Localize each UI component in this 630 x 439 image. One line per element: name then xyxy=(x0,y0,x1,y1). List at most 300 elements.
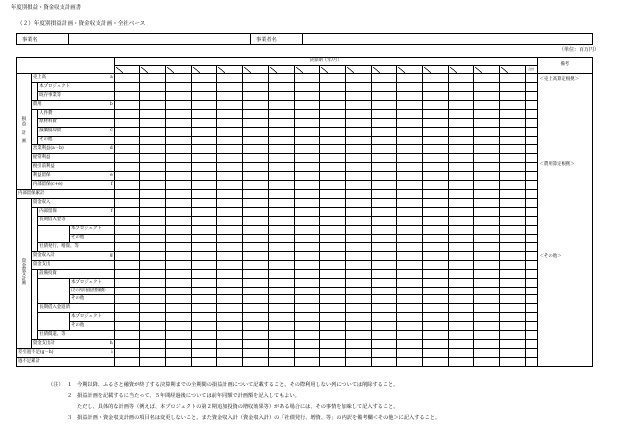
data-cell[interactable] xyxy=(422,322,448,331)
data-cell[interactable] xyxy=(397,234,423,243)
data-cell[interactable] xyxy=(114,100,140,109)
data-cell[interactable] xyxy=(320,189,346,198)
data-cell[interactable] xyxy=(191,83,217,92)
data-cell[interactable] xyxy=(474,348,500,357)
data-cell[interactable] xyxy=(243,154,269,163)
data-cell[interactable] xyxy=(474,252,500,261)
data-cell[interactable] xyxy=(268,74,294,83)
data-cell[interactable] xyxy=(422,74,448,83)
data-cell[interactable] xyxy=(114,198,140,207)
data-cell[interactable] xyxy=(191,348,217,357)
data-cell[interactable] xyxy=(166,252,192,261)
data-cell[interactable] xyxy=(474,322,500,331)
data-cell[interactable] xyxy=(114,331,140,340)
data-cell[interactable] xyxy=(166,313,192,322)
data-cell[interactable] xyxy=(140,287,166,294)
data-cell[interactable] xyxy=(320,118,346,127)
data-cell[interactable] xyxy=(448,295,474,304)
data-cell[interactable] xyxy=(114,136,140,145)
data-cell[interactable] xyxy=(114,348,140,357)
total-cell[interactable] xyxy=(525,172,537,181)
data-cell[interactable] xyxy=(448,234,474,243)
data-cell[interactable] xyxy=(243,304,269,313)
data-cell[interactable] xyxy=(166,225,192,234)
data-cell[interactable] xyxy=(422,198,448,207)
total-cell[interactable] xyxy=(525,181,537,190)
data-cell[interactable] xyxy=(217,74,243,83)
period-header-cell[interactable] xyxy=(345,66,371,74)
data-cell[interactable] xyxy=(474,100,500,109)
data-cell[interactable] xyxy=(422,172,448,181)
data-cell[interactable] xyxy=(114,74,140,83)
data-cell[interactable] xyxy=(166,83,192,92)
data-cell[interactable] xyxy=(448,198,474,207)
data-cell[interactable] xyxy=(371,172,397,181)
data-cell[interactable] xyxy=(448,136,474,145)
data-cell[interactable] xyxy=(345,136,371,145)
data-cell[interactable] xyxy=(191,322,217,331)
data-cell[interactable] xyxy=(345,287,371,294)
data-cell[interactable] xyxy=(268,270,294,279)
data-cell[interactable] xyxy=(140,100,166,109)
data-cell[interactable] xyxy=(166,243,192,252)
data-cell[interactable] xyxy=(500,163,526,172)
data-cell[interactable] xyxy=(217,252,243,261)
data-cell[interactable] xyxy=(294,83,320,92)
data-cell[interactable] xyxy=(140,261,166,270)
data-cell[interactable] xyxy=(320,145,346,154)
data-cell[interactable] xyxy=(500,198,526,207)
data-cell[interactable] xyxy=(371,118,397,127)
data-cell[interactable] xyxy=(191,279,217,288)
data-cell[interactable] xyxy=(166,279,192,288)
total-cell[interactable] xyxy=(525,243,537,252)
data-cell[interactable] xyxy=(474,92,500,101)
data-cell[interactable] xyxy=(166,295,192,304)
data-cell[interactable] xyxy=(345,83,371,92)
data-cell[interactable] xyxy=(166,154,192,163)
data-cell[interactable] xyxy=(191,198,217,207)
data-cell[interactable] xyxy=(217,163,243,172)
data-cell[interactable] xyxy=(422,181,448,190)
data-cell[interactable] xyxy=(140,154,166,163)
data-cell[interactable] xyxy=(397,109,423,118)
data-cell[interactable] xyxy=(371,304,397,313)
data-cell[interactable] xyxy=(140,127,166,136)
data-cell[interactable] xyxy=(500,216,526,225)
total-cell[interactable] xyxy=(525,295,537,304)
data-cell[interactable] xyxy=(166,100,192,109)
data-cell[interactable] xyxy=(217,234,243,243)
data-cell[interactable] xyxy=(294,74,320,83)
data-cell[interactable] xyxy=(448,100,474,109)
data-cell[interactable] xyxy=(474,207,500,216)
period-header-cell[interactable] xyxy=(243,66,269,74)
period-header-cell[interactable] xyxy=(422,66,448,74)
data-cell[interactable] xyxy=(320,109,346,118)
data-cell[interactable] xyxy=(294,118,320,127)
data-cell[interactable] xyxy=(140,145,166,154)
data-cell[interactable] xyxy=(191,216,217,225)
data-cell[interactable] xyxy=(294,357,320,366)
data-cell[interactable] xyxy=(474,234,500,243)
data-cell[interactable] xyxy=(422,145,448,154)
data-cell[interactable] xyxy=(397,304,423,313)
data-cell[interactable] xyxy=(243,198,269,207)
data-cell[interactable] xyxy=(397,127,423,136)
data-cell[interactable] xyxy=(371,198,397,207)
data-cell[interactable] xyxy=(114,243,140,252)
data-cell[interactable] xyxy=(166,189,192,198)
data-cell[interactable] xyxy=(217,270,243,279)
data-cell[interactable] xyxy=(166,261,192,270)
data-cell[interactable] xyxy=(114,207,140,216)
data-cell[interactable] xyxy=(371,181,397,190)
data-cell[interactable] xyxy=(166,304,192,313)
data-cell[interactable] xyxy=(397,216,423,225)
data-cell[interactable] xyxy=(268,127,294,136)
data-cell[interactable] xyxy=(397,100,423,109)
data-cell[interactable] xyxy=(500,234,526,243)
data-cell[interactable] xyxy=(191,313,217,322)
data-cell[interactable] xyxy=(500,100,526,109)
data-cell[interactable] xyxy=(422,348,448,357)
data-cell[interactable] xyxy=(166,357,192,366)
data-cell[interactable] xyxy=(448,172,474,181)
data-cell[interactable] xyxy=(500,322,526,331)
data-cell[interactable] xyxy=(345,118,371,127)
total-cell[interactable] xyxy=(525,118,537,127)
data-cell[interactable] xyxy=(422,154,448,163)
data-cell[interactable] xyxy=(474,339,500,348)
data-cell[interactable] xyxy=(474,127,500,136)
data-cell[interactable] xyxy=(114,357,140,366)
data-cell[interactable] xyxy=(345,357,371,366)
data-cell[interactable] xyxy=(191,287,217,294)
period-header-cell[interactable] xyxy=(268,66,294,74)
data-cell[interactable] xyxy=(474,198,500,207)
data-cell[interactable] xyxy=(500,261,526,270)
period-header-cell[interactable] xyxy=(217,66,243,74)
data-cell[interactable] xyxy=(166,118,192,127)
data-cell[interactable] xyxy=(243,348,269,357)
data-cell[interactable] xyxy=(320,331,346,340)
data-cell[interactable] xyxy=(474,163,500,172)
data-cell[interactable] xyxy=(140,136,166,145)
data-cell[interactable] xyxy=(217,109,243,118)
data-cell[interactable] xyxy=(500,83,526,92)
data-cell[interactable] xyxy=(345,261,371,270)
data-cell[interactable] xyxy=(294,100,320,109)
data-cell[interactable] xyxy=(345,331,371,340)
data-cell[interactable] xyxy=(140,234,166,243)
data-cell[interactable] xyxy=(294,252,320,261)
data-cell[interactable] xyxy=(191,118,217,127)
data-cell[interactable] xyxy=(243,172,269,181)
data-cell[interactable] xyxy=(448,83,474,92)
data-cell[interactable] xyxy=(422,339,448,348)
data-cell[interactable] xyxy=(320,261,346,270)
total-cell[interactable] xyxy=(525,357,537,366)
data-cell[interactable] xyxy=(422,83,448,92)
data-cell[interactable] xyxy=(268,163,294,172)
data-cell[interactable] xyxy=(474,304,500,313)
data-cell[interactable] xyxy=(140,172,166,181)
data-cell[interactable] xyxy=(191,100,217,109)
data-cell[interactable] xyxy=(474,243,500,252)
data-cell[interactable] xyxy=(345,198,371,207)
data-cell[interactable] xyxy=(243,313,269,322)
data-cell[interactable] xyxy=(140,304,166,313)
data-cell[interactable] xyxy=(474,181,500,190)
data-cell[interactable] xyxy=(371,348,397,357)
data-cell[interactable] xyxy=(268,189,294,198)
data-cell[interactable] xyxy=(397,322,423,331)
data-cell[interactable] xyxy=(217,287,243,294)
data-cell[interactable] xyxy=(371,92,397,101)
data-cell[interactable] xyxy=(268,304,294,313)
data-cell[interactable] xyxy=(140,83,166,92)
data-cell[interactable] xyxy=(422,234,448,243)
period-header-cell[interactable] xyxy=(397,66,423,74)
data-cell[interactable] xyxy=(422,92,448,101)
total-cell[interactable] xyxy=(525,339,537,348)
data-cell[interactable] xyxy=(166,331,192,340)
data-cell[interactable] xyxy=(294,339,320,348)
data-cell[interactable] xyxy=(243,189,269,198)
data-cell[interactable] xyxy=(191,145,217,154)
data-cell[interactable] xyxy=(217,313,243,322)
total-cell[interactable] xyxy=(525,216,537,225)
data-cell[interactable] xyxy=(500,136,526,145)
data-cell[interactable] xyxy=(422,163,448,172)
data-cell[interactable] xyxy=(397,83,423,92)
data-cell[interactable] xyxy=(500,295,526,304)
data-cell[interactable] xyxy=(140,322,166,331)
data-cell[interactable] xyxy=(114,181,140,190)
data-cell[interactable] xyxy=(166,198,192,207)
data-cell[interactable] xyxy=(140,348,166,357)
data-cell[interactable] xyxy=(294,234,320,243)
data-cell[interactable] xyxy=(422,136,448,145)
data-cell[interactable] xyxy=(371,270,397,279)
data-cell[interactable] xyxy=(243,322,269,331)
data-cell[interactable] xyxy=(397,252,423,261)
data-cell[interactable] xyxy=(371,109,397,118)
data-cell[interactable] xyxy=(268,109,294,118)
data-cell[interactable] xyxy=(217,339,243,348)
data-cell[interactable] xyxy=(114,216,140,225)
data-cell[interactable] xyxy=(294,322,320,331)
data-cell[interactable] xyxy=(345,243,371,252)
data-cell[interactable] xyxy=(345,234,371,243)
data-cell[interactable] xyxy=(294,198,320,207)
data-cell[interactable] xyxy=(371,243,397,252)
data-cell[interactable] xyxy=(114,295,140,304)
data-cell[interactable] xyxy=(474,216,500,225)
data-cell[interactable] xyxy=(140,270,166,279)
data-cell[interactable] xyxy=(500,189,526,198)
data-cell[interactable] xyxy=(294,136,320,145)
total-cell[interactable] xyxy=(525,154,537,163)
data-cell[interactable] xyxy=(243,234,269,243)
data-cell[interactable] xyxy=(294,304,320,313)
data-cell[interactable] xyxy=(448,348,474,357)
data-cell[interactable] xyxy=(217,172,243,181)
data-cell[interactable] xyxy=(397,331,423,340)
data-cell[interactable] xyxy=(345,270,371,279)
data-cell[interactable] xyxy=(243,357,269,366)
data-cell[interactable] xyxy=(140,279,166,288)
data-cell[interactable] xyxy=(114,145,140,154)
data-cell[interactable] xyxy=(397,357,423,366)
data-cell[interactable] xyxy=(294,279,320,288)
data-cell[interactable] xyxy=(474,154,500,163)
data-cell[interactable] xyxy=(217,189,243,198)
data-cell[interactable] xyxy=(474,295,500,304)
data-cell[interactable] xyxy=(345,100,371,109)
data-cell[interactable] xyxy=(114,304,140,313)
data-cell[interactable] xyxy=(371,100,397,109)
data-cell[interactable] xyxy=(191,243,217,252)
data-cell[interactable] xyxy=(345,189,371,198)
data-cell[interactable] xyxy=(243,270,269,279)
data-cell[interactable] xyxy=(191,261,217,270)
data-cell[interactable] xyxy=(243,83,269,92)
data-cell[interactable] xyxy=(268,198,294,207)
data-cell[interactable] xyxy=(114,109,140,118)
data-cell[interactable] xyxy=(114,234,140,243)
data-cell[interactable] xyxy=(422,304,448,313)
data-cell[interactable] xyxy=(243,181,269,190)
data-cell[interactable] xyxy=(397,225,423,234)
remarks-cell[interactable] xyxy=(537,74,592,367)
total-cell[interactable] xyxy=(525,279,537,288)
data-cell[interactable] xyxy=(500,252,526,261)
data-cell[interactable] xyxy=(448,74,474,83)
data-cell[interactable] xyxy=(320,154,346,163)
data-cell[interactable] xyxy=(320,127,346,136)
period-header-cell[interactable] xyxy=(448,66,474,74)
data-cell[interactable] xyxy=(191,154,217,163)
data-cell[interactable] xyxy=(191,163,217,172)
total-cell[interactable] xyxy=(525,234,537,243)
business-name-field[interactable] xyxy=(69,34,251,45)
data-cell[interactable] xyxy=(448,207,474,216)
data-cell[interactable] xyxy=(345,348,371,357)
data-cell[interactable] xyxy=(166,234,192,243)
data-cell[interactable] xyxy=(294,127,320,136)
data-cell[interactable] xyxy=(166,339,192,348)
data-cell[interactable] xyxy=(294,154,320,163)
data-cell[interactable] xyxy=(140,109,166,118)
data-cell[interactable] xyxy=(217,331,243,340)
data-cell[interactable] xyxy=(397,348,423,357)
data-cell[interactable] xyxy=(243,252,269,261)
data-cell[interactable] xyxy=(448,189,474,198)
data-cell[interactable] xyxy=(422,100,448,109)
data-cell[interactable] xyxy=(448,92,474,101)
period-header-cell[interactable] xyxy=(294,66,320,74)
data-cell[interactable] xyxy=(422,331,448,340)
data-cell[interactable] xyxy=(191,252,217,261)
data-cell[interactable] xyxy=(243,339,269,348)
data-cell[interactable] xyxy=(397,313,423,322)
data-cell[interactable] xyxy=(448,270,474,279)
total-cell[interactable] xyxy=(525,100,537,109)
data-cell[interactable] xyxy=(114,154,140,163)
data-cell[interactable] xyxy=(243,163,269,172)
data-cell[interactable] xyxy=(448,109,474,118)
data-cell[interactable] xyxy=(217,83,243,92)
data-cell[interactable] xyxy=(371,136,397,145)
data-cell[interactable] xyxy=(191,92,217,101)
data-cell[interactable] xyxy=(320,287,346,294)
data-cell[interactable] xyxy=(371,313,397,322)
data-cell[interactable] xyxy=(268,261,294,270)
data-cell[interactable] xyxy=(268,172,294,181)
data-cell[interactable] xyxy=(500,339,526,348)
data-cell[interactable] xyxy=(371,145,397,154)
data-cell[interactable] xyxy=(294,270,320,279)
data-cell[interactable] xyxy=(500,109,526,118)
data-cell[interactable] xyxy=(268,136,294,145)
data-cell[interactable] xyxy=(191,136,217,145)
data-cell[interactable] xyxy=(422,243,448,252)
total-cell[interactable] xyxy=(525,270,537,279)
data-cell[interactable] xyxy=(397,339,423,348)
data-cell[interactable] xyxy=(114,83,140,92)
data-cell[interactable] xyxy=(448,118,474,127)
data-cell[interactable] xyxy=(500,331,526,340)
data-cell[interactable] xyxy=(217,207,243,216)
data-cell[interactable] xyxy=(320,216,346,225)
data-cell[interactable] xyxy=(243,145,269,154)
data-cell[interactable] xyxy=(114,261,140,270)
data-cell[interactable] xyxy=(217,357,243,366)
data-cell[interactable] xyxy=(294,189,320,198)
data-cell[interactable] xyxy=(422,287,448,294)
data-cell[interactable] xyxy=(268,339,294,348)
data-cell[interactable] xyxy=(294,331,320,340)
data-cell[interactable] xyxy=(500,172,526,181)
data-cell[interactable] xyxy=(166,216,192,225)
data-cell[interactable] xyxy=(448,243,474,252)
data-cell[interactable] xyxy=(243,331,269,340)
data-cell[interactable] xyxy=(191,74,217,83)
data-cell[interactable] xyxy=(217,295,243,304)
data-cell[interactable] xyxy=(166,322,192,331)
data-cell[interactable] xyxy=(474,261,500,270)
data-cell[interactable] xyxy=(191,270,217,279)
data-cell[interactable] xyxy=(397,261,423,270)
data-cell[interactable] xyxy=(294,163,320,172)
data-cell[interactable] xyxy=(320,313,346,322)
data-cell[interactable] xyxy=(500,225,526,234)
total-cell[interactable] xyxy=(525,348,537,357)
data-cell[interactable] xyxy=(320,225,346,234)
data-cell[interactable] xyxy=(320,136,346,145)
data-cell[interactable] xyxy=(397,74,423,83)
data-cell[interactable] xyxy=(191,207,217,216)
data-cell[interactable] xyxy=(397,118,423,127)
data-cell[interactable] xyxy=(397,207,423,216)
data-cell[interactable] xyxy=(320,83,346,92)
data-cell[interactable] xyxy=(114,118,140,127)
data-cell[interactable] xyxy=(320,100,346,109)
data-cell[interactable] xyxy=(397,279,423,288)
data-cell[interactable] xyxy=(422,207,448,216)
